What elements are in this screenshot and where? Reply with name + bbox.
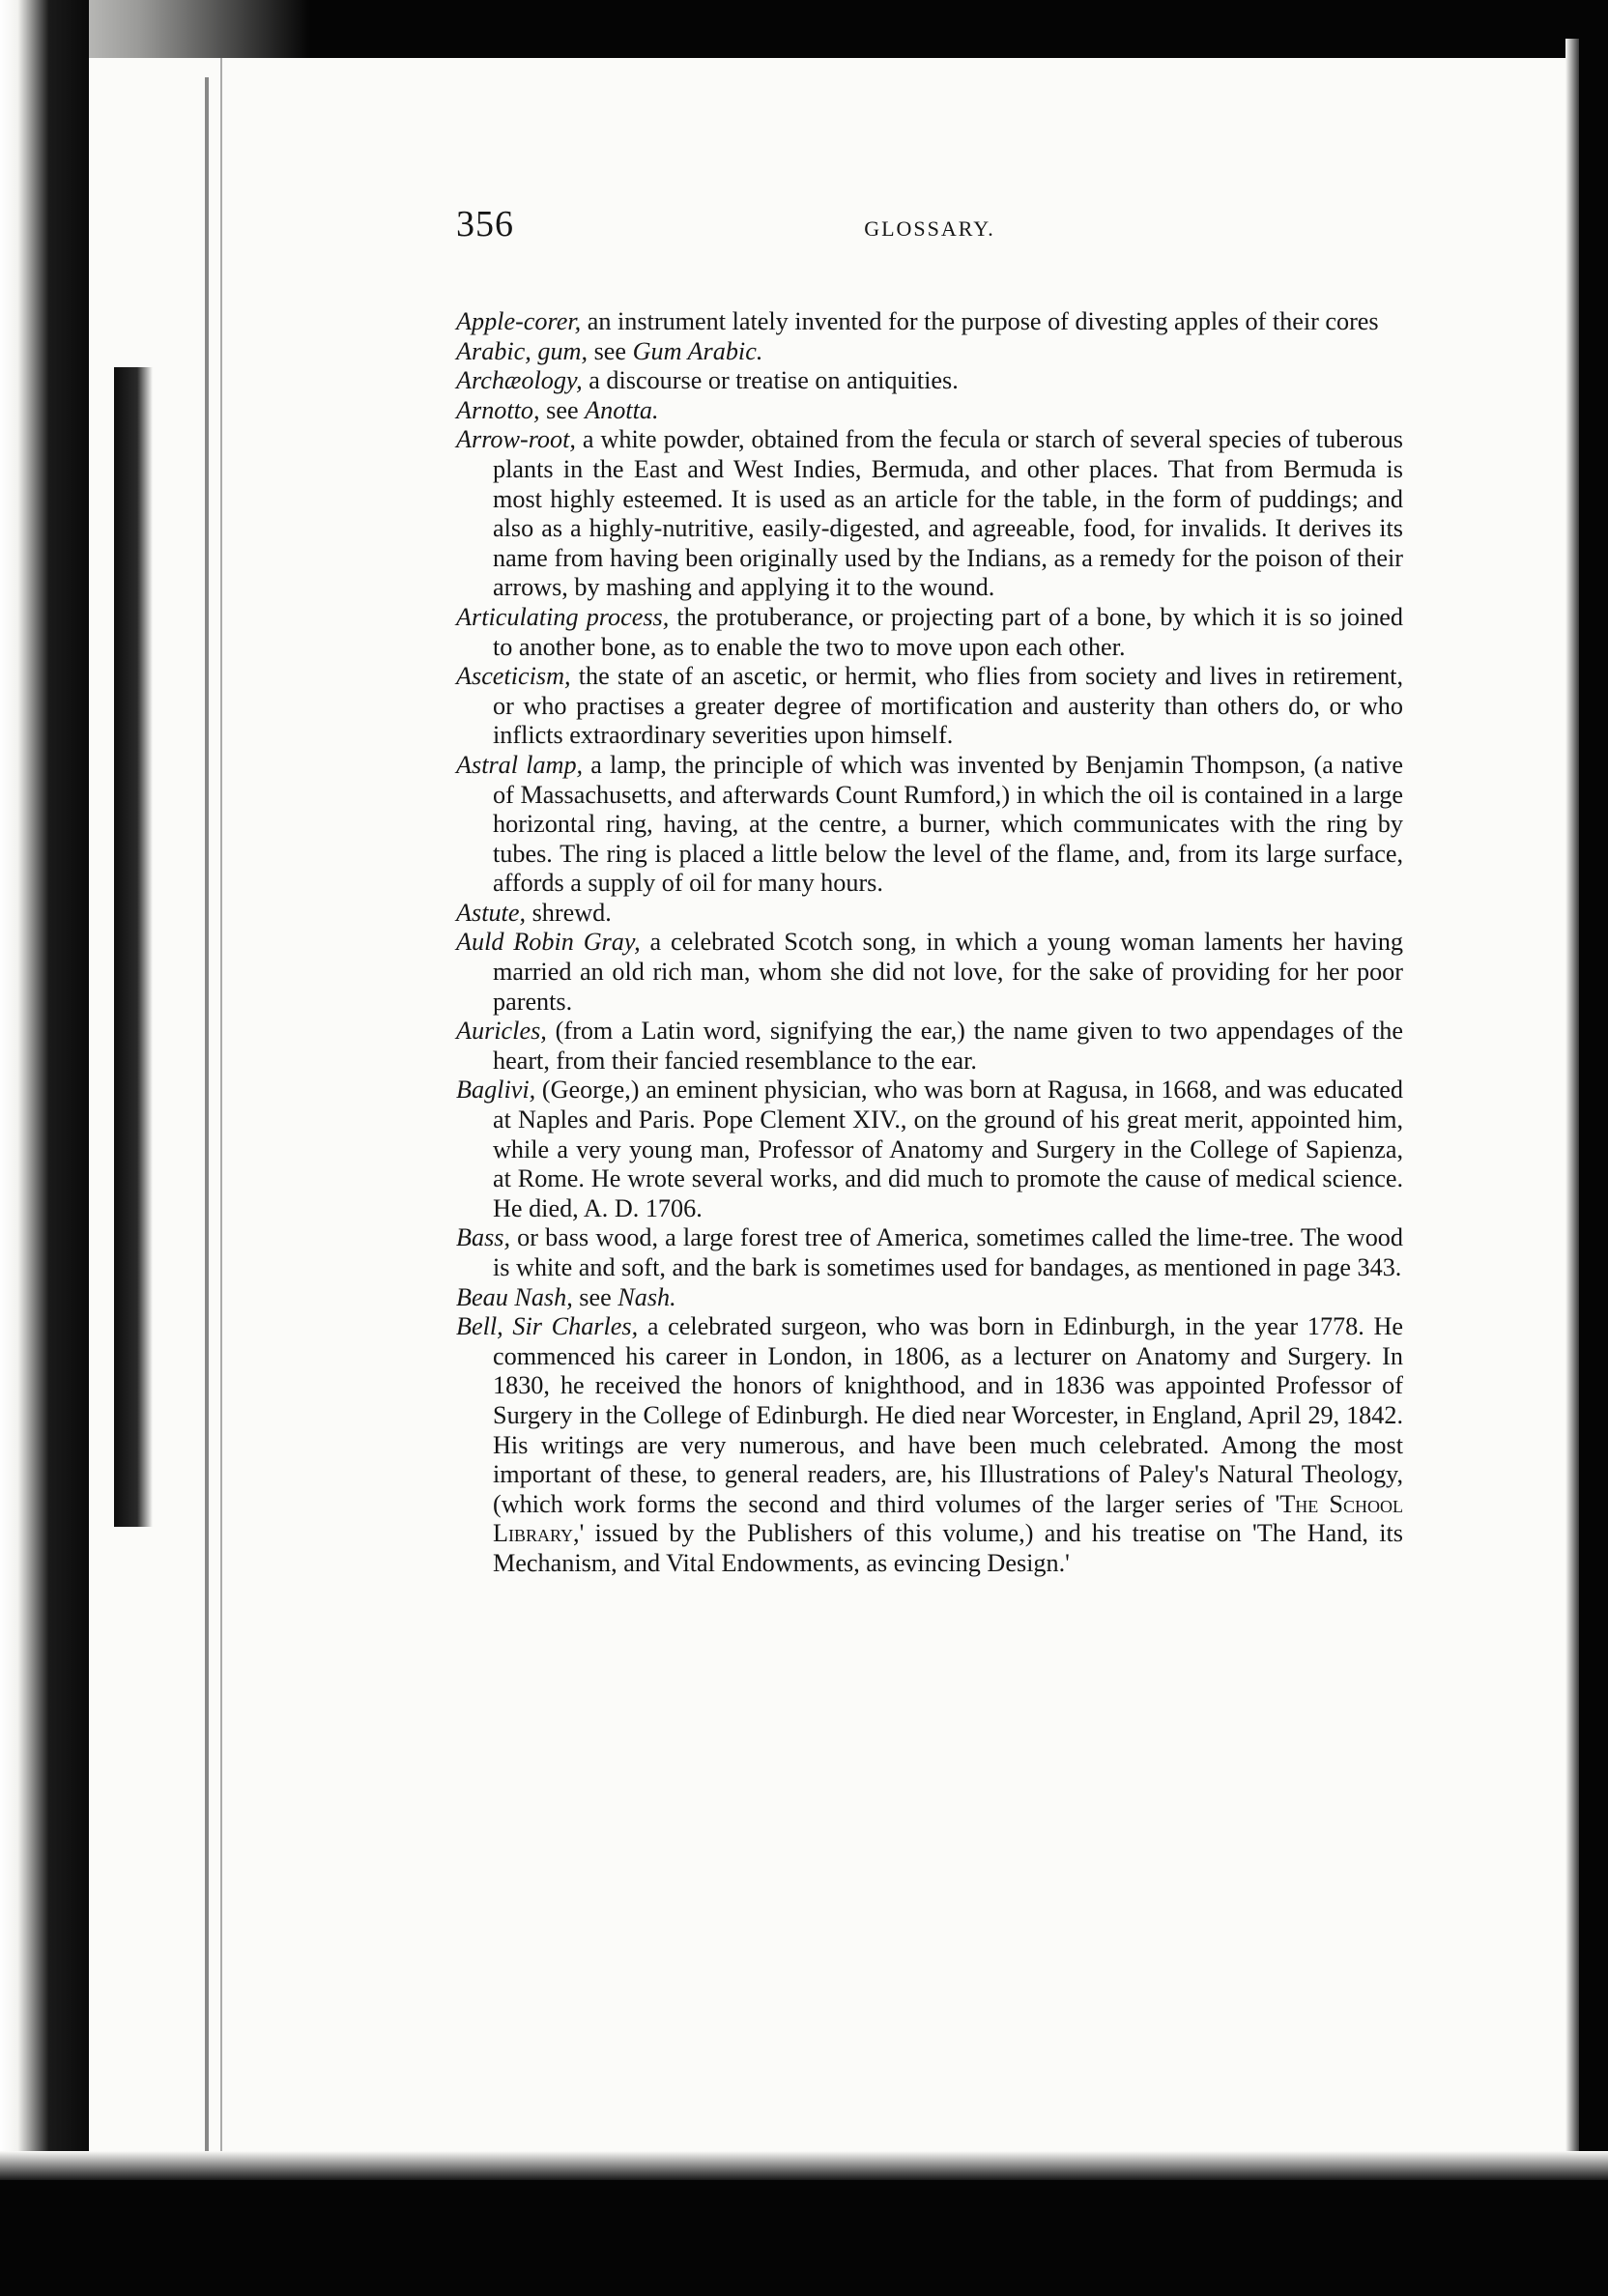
entry-cross-reference: Gum Arabic.: [632, 336, 763, 365]
entry-definition: an instrument lately invented for the purpose of divesting apples of their cores: [581, 307, 1379, 335]
glossary-entry: [456, 307, 1403, 337]
scan-border-bottom: [0, 2180, 1608, 2296]
entry-term: Asceticism,: [456, 662, 571, 691]
running-head: GLOSSARY.: [864, 216, 995, 241]
entry-definition: a celebrated surgeon, who was born in Edinburgh, in the year 1778. He commenced his career in London, in 1806, as a lecturer on Anatomy and Surgery. In 1830, he received the honors of knighthood, and in 1836 was appointed Professor of Surgery in the College of Edinburgh. He died near Worcester, in England, April 29, 1842. His writings are very numerous, and have been much celebrated. Among the most important of these, to general readers, are, his Illustrations of Paley's Natural Theology, (which work forms the second and third volumes of the larger series of ': [493, 1312, 1403, 1518]
scan-border-right: [1579, 0, 1608, 2296]
entry-term: Apple-corer,: [456, 307, 582, 335]
scan-binding-line: [205, 77, 209, 2203]
entry-definition: see: [588, 336, 633, 365]
glossary-entry: [456, 366, 1403, 396]
entry-definition: see: [539, 395, 586, 424]
entry-definition: a discourse or treatise on antiquities.: [582, 366, 959, 395]
glossary-entry: [456, 396, 1403, 426]
entry-term: Beau Nash,: [456, 1282, 573, 1311]
entry-term: Astute,: [456, 898, 527, 927]
entry-term: Arnotto,: [456, 395, 540, 424]
scan-binding-shadow: [114, 367, 153, 1527]
scan-border-right-shadow: [1565, 39, 1579, 2261]
entry-cross-reference: Anotta.: [585, 395, 659, 424]
entry-definition: see: [572, 1282, 618, 1311]
entry-term: Arrow-root,: [456, 425, 576, 454]
entry-term: Astral lamp,: [456, 750, 584, 779]
entry-definition: the protuberance, or projecting part of a bone, by which it is so joined to another bone, as to enable the two to move upon each other.: [493, 602, 1404, 661]
glossary-entry: [456, 751, 1403, 899]
scan-border-left: [0, 0, 89, 2296]
entry-term: Articulating process,: [456, 602, 670, 631]
scan-border-bottom-fade: [0, 2151, 1608, 2180]
entry-term: Auricles,: [456, 1017, 547, 1046]
entry-definition-tail: ' issued by the Publishers of this volume,) and his treatise on 'The Hand, its Mechanism, and Vital Endowments, as evincing Design.': [493, 1519, 1403, 1577]
entry-definition: (George,) an eminent physician, who was born at Ragusa, in 1668, and was educated at Naples and Paris. Pope Clement XIV., on the ground of his great merit, appointed him, while a very young man, Professor of Anatomy and Surgery in the College of Sapienza, at Rome. He wrote several works, and did much to promote the cause of medical science. He died, A. D. 1706.: [493, 1076, 1403, 1222]
glossary-entry: [456, 928, 1403, 1017]
entry-term: Bell, Sir Charles,: [456, 1312, 639, 1341]
glossary-entry: [456, 662, 1403, 751]
glossary-entries: [456, 307, 1403, 1579]
entry-cross-reference: Nash.: [617, 1282, 676, 1311]
entry-term: Bass,: [456, 1223, 511, 1252]
glossary-entry: [456, 1076, 1403, 1223]
entry-term: Auld Robin Gray,: [456, 928, 641, 957]
glossary-entry: [456, 899, 1403, 929]
entry-term: Baglivi,: [456, 1076, 536, 1105]
page-content: [456, 203, 1403, 1579]
glossary-entry: [456, 337, 1403, 367]
entry-definition: a white powder, obtained from the fecula or starch of several species of tuberous plants in the East and West Indies, Bermuda, and other places. That from Bermuda is most highly esteemed. It is used as an article for the table, in the form of puddings; and also as a highly-nutritive, easily-digested, and agreeable, food, for invalids. It derives its name from having been originally used by the Indians, as a remedy for the poison of their arrows, by mashing and applying it to the wound.: [493, 425, 1403, 602]
entry-term: Arabic, gum,: [456, 336, 589, 365]
entry-definition: shrewd.: [526, 898, 612, 927]
entry-small-caps-title: The School Library,: [493, 1489, 1403, 1548]
page-header: [456, 203, 1403, 271]
entry-definition: a celebrated Scotch song, in which a young woman laments her having married an old rich man, whom she did not love, for the sake of providing for her poor parents.: [493, 928, 1404, 1016]
glossary-entry: [456, 1017, 1403, 1076]
glossary-entry: [456, 425, 1403, 603]
entry-term: Archæology,: [456, 366, 583, 395]
entry-definition: (from a Latin word, signifying the ear,) the name given to two appendages of the heart, from their fancied resemblance to the ear.: [493, 1017, 1403, 1075]
glossary-entry: [456, 1312, 1403, 1578]
glossary-entry: [456, 603, 1403, 662]
glossary-entry: [456, 1223, 1403, 1282]
entry-definition: or bass wood, a large forest tree of America, sometimes called the lime-tree. The wood is white and soft, and the bark is sometimes used for bandages, as mentioned in page 343.: [493, 1223, 1403, 1281]
page-number: 356: [456, 204, 514, 244]
glossary-entry: [456, 1283, 1403, 1313]
scan-binding-line: [220, 58, 222, 2232]
entry-definition: the state of an ascetic, or hermit, who flies from society and lives in retirement, or who practises a greater degree of mortification and austerity than others do, or who inflicts extraordinary severities upon himself.: [493, 662, 1403, 750]
entry-definition: a lamp, the principle of which was invented by Benjamin Thompson, (a native of Massachusetts, and afterwards Count Rumford,) in which the oil is contained in a large horizontal ring, having, at the centre, a burner, which communicates with the ring by tubes. The ring is placed a little below the level of the flame, and, from its large surface, affords a supply of oil for many hours.: [493, 750, 1403, 898]
